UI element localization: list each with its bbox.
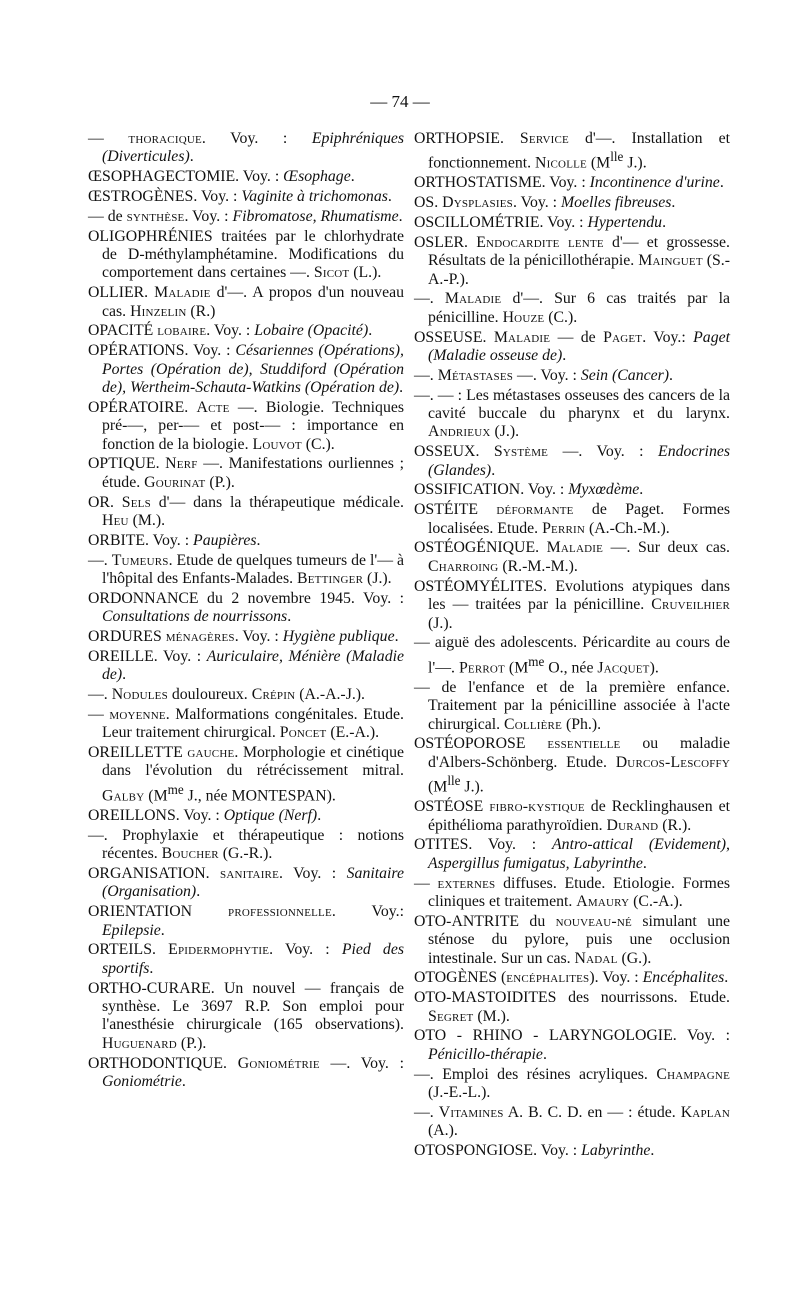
index-entry: OLLIER. Maladie d'—. A propos d'un nouveau cas. Hinzelin (R.) xyxy=(88,284,404,320)
index-entry: —. Prophylaxie et thérapeutique : notions récentes. Boucher (G.-R.). xyxy=(88,826,404,863)
index-entry: ORDONNANCE du 2 novembre 1945. Voy. : Consultations de nourrissons. xyxy=(88,589,404,626)
index-entry: OTO - RHINO - LARYNGOLOGIE. Voy. : Pénicillo-thérapie. xyxy=(414,1027,730,1063)
index-entry: OPACITÉ lobaire. Voy. : Lobaire (Opacité). xyxy=(88,322,373,340)
index-entry: OSCILLOMÉTRIE. Voy. : Hypertendu. xyxy=(414,214,667,232)
index-entry: OSTÉOSE fibro-kystique de Recklinghausen et épithélioma parathyroïdien. Durand (R.). xyxy=(414,798,730,834)
index-entry: ORGANISATION. sanitaire. Voy. : Sanitaire (Organisation). xyxy=(88,864,404,901)
index-entry: —. Maladie d'—. Sur 6 cas traités par la pénicilline. Houze (C.). xyxy=(414,290,730,326)
index-entry: OREILLE. Voy. : Auriculaire, Ménière (Maladie de). xyxy=(88,647,405,684)
index-entry: OTOGÈNES (encéphalites). Voy. : Encéphalites. xyxy=(414,969,729,987)
index-column-left xyxy=(88,130,404,1093)
index-entry: ORTHOPSIE. Service d'—. Installation et fonctionnement. Nicolle ($M^{lle}$ J.). xyxy=(414,130,730,172)
index-entry: —. Métastases —. Voy. : Sein (Cancer). xyxy=(414,366,673,384)
index-entry: OSTÉOGÉNIQUE. Maladie —. Sur deux cas. Charroing (R.-M.-M.). xyxy=(414,539,730,575)
index-entry: ORTHOSTATISME. Voy. : Incontinence d'urine. xyxy=(414,174,724,192)
index-entry: OREILLONS. Voy. : Optique (Nerf). xyxy=(88,806,322,824)
index-entry: OTO-ANTRITE du nouveau-né simulant une sténose du pylore, puis une occlusion intestinale. Sur un cas. Nadal (G.). xyxy=(414,912,730,967)
index-entry: —. Nodules douloureux. Crépin (A.-A.-J.). xyxy=(88,686,366,704)
index-entry: OPÉRATOIRE. Acte —. Biologie. Techniques pré-—, per-— et post-— : importance en fonction de la biologie. Louvot (C.). xyxy=(88,398,404,453)
index-entry: OTOSPONGIOSE. Voy. : Labyrinthe. xyxy=(414,1142,655,1160)
index-entry: OR. Sels d'— dans la thérapeutique médicale. Heu (M.). xyxy=(88,493,404,530)
index-entry: OSSEUSE. Maladie — de Paget. Voy.: Paget (Maladie osseuse de). xyxy=(414,328,730,365)
index-entry: ŒSOPHAGECTOMIE. Voy. : Œsophage. xyxy=(88,168,355,186)
page-number: — 74 — xyxy=(370,92,430,111)
index-entry: OPTIQUE. Nerf —. Manifestations ourliennes ; étude. Gourinat (P.). xyxy=(88,455,404,491)
index-entry: OSSEUX. Système —. Voy. : Endocrines (Glandes). xyxy=(414,443,730,479)
index-entry: ORTEILS. Epidermophytie. Voy. : Pied des sportifs. xyxy=(88,941,404,977)
index-entry: ORBITE. Voy. : Paupières. xyxy=(88,531,261,549)
index-entry: —. — : Les métastases osseuses des cancers de la cavité buccale du pharynx et du larynx. Andrieux (J.). xyxy=(414,386,730,441)
index-entry: — moyenne. Malformations congénitales. Etude. Leur traitement chirurgical. Poncet (E.-A.). xyxy=(88,705,404,742)
index-entry: OREILLETTE gauche. Morphologie et cinétique dans l'évolution du rétrécissement mitral. Galby ($M^{me}$ J., née MONTESPAN). xyxy=(88,744,404,805)
index-entry: — de synthèse. Voy. : Fibromatose, Rhumatisme. xyxy=(88,207,403,225)
index-entry: OS. Dysplasies. Voy. : Moelles fibreuses. xyxy=(414,194,676,212)
index-entry: — externes diffuses. Etude. Etiologie. Formes cliniques et traitement. Amaury (C.-A.). xyxy=(414,874,730,911)
index-entry: OSTÉOPOROSE essentielle ou maladie d'Albers-Schönberg. Etude. Durcos-Lescoffy ($M^{lle}$ J.). xyxy=(414,735,730,796)
index-entry: ORTHODONTIQUE. Goniométrie —. Voy. : Goniométrie. xyxy=(88,1054,404,1090)
index-entry: OPÉRATIONS. Voy. : Césariennes (Opérations), Portes (Opération de), Studdiford (Opération de), Wertheim-Schauta-Watkins (Opération de). xyxy=(88,342,404,397)
index-column-right xyxy=(414,130,730,1162)
index-entry: —. Emploi des résines acryliques. Champagne (J.-E.-L.). xyxy=(414,1065,730,1102)
index-entry: OSLER. Endocardite lente d'— et grossesse. Résultats de la pénicillothérapie. Mainguet (S.-A.-P.). xyxy=(414,233,730,288)
index-entry: OSTÉOMYÉLITES. Evolutions atypiques dans les — traitées par la pénicilline. Cruveilhier (J.). xyxy=(414,577,730,632)
index-entry: OSSIFICATION. Voy. : Myxœdème. xyxy=(414,481,644,499)
index-entry: OTITES. Voy. : Antro-attical (Evidement), Aspergillus fumigatus, Labyrinthe. xyxy=(414,836,730,872)
index-entry: OLIGOPHRÉNIES traitées par le chlorhydrate de D-méthylamphétamine. Modifications du comportement dans certaines —. Sicot (L.). xyxy=(88,227,404,282)
index-entry: ŒSTROGÈNES. Voy. : Vaginite à trichomonas. xyxy=(88,188,392,205)
index-entry: ORDURES ménagères. Voy. : Hygiène publique. xyxy=(88,628,399,646)
index-entry: ORTHO-CURARE. Un nouvel — français de synthèse. Le 3697 R.P. Son emploi pour l'anesthésie chirurgicale (165 observations). Huguenard (P.). xyxy=(88,979,404,1052)
index-entry: —. Vitamines A. B. C. D. en — : étude. Kaplan (A.). xyxy=(414,1103,730,1140)
index-entry: — aiguë des adolescents. Péricardite au cours de l'—. Perrot ($M^{me}$ O., née Jacquet). xyxy=(414,634,730,676)
index-entry: OSTÉITE déformante de Paget. Formes localisées. Etude. Perrin (A.-Ch.-M.). xyxy=(414,501,730,537)
index-entry: OTO-MASTOIDITES des nourrissons. Etude. Segret (M.). xyxy=(414,989,730,1025)
index-entry: — de l'enfance et de la première enfance. Traitement par la pénicilline associée à l'acte chirurgical. Collière (Ph.). xyxy=(414,678,730,733)
index-entry: —. Tumeurs. Etude de quelques tumeurs de l'— à l'hôpital des Enfants-Malades. Bettinger (J.). xyxy=(88,551,404,588)
index-entry: ORIENTATION professionnelle. Voy.: Epilepsie. xyxy=(88,903,405,939)
index-entry: — thoracique. Voy. : Epiphréniques (Diverticules). xyxy=(88,130,404,166)
